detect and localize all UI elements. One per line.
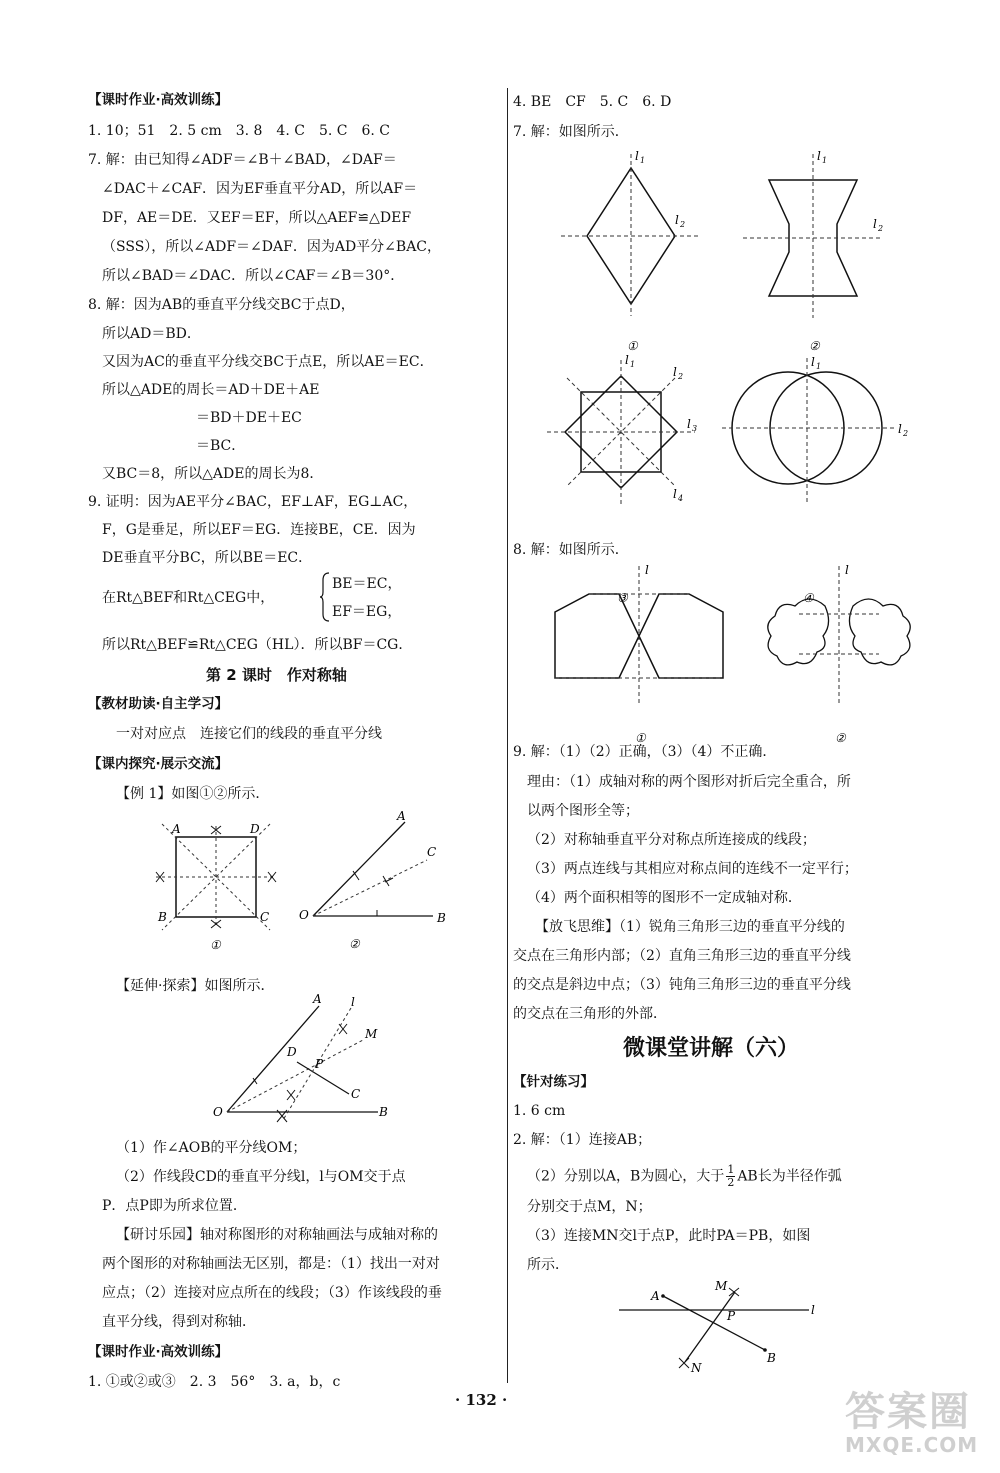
svg-text:④: ④ (803, 591, 814, 605)
svg-text:②: ② (835, 731, 846, 745)
svg-text:B: B (158, 910, 167, 924)
svg-text:l: l (817, 149, 821, 163)
text-line: 9. 证明：因为AE平分∠BAC，EF⊥AF，EG⊥AC， (88, 494, 418, 510)
text-line: （3）连接MN交l于点P，此时PA＝PB，如图 (527, 1228, 811, 1244)
svg-text:P: P (727, 1309, 736, 1323)
text-line: 直平分线，得到对称轴． (102, 1314, 256, 1330)
svg-text:2: 2 (680, 220, 686, 229)
fraction: $\frac{1}{2}$ (727, 1163, 735, 1189)
flower-pair-figure (759, 562, 919, 745)
extension-figure (213, 992, 393, 1123)
svg-text:B: B (437, 911, 446, 925)
text-line: DE垂直平分BC，所以BE＝EC． (102, 550, 313, 566)
svg-text:1: 1 (816, 362, 822, 371)
svg-text:D: D (250, 822, 260, 836)
column-divider (507, 88, 508, 1383)
text-line: 【延伸·探索】如图所示． (116, 978, 275, 994)
text-line: 7. 解：由已知得∠ADF＝∠B＋∠BAD，∠DAF＝ (88, 152, 397, 168)
text-line: ＝BC． (196, 438, 246, 454)
section-heading: 【课时作业·高效训练】 (88, 92, 229, 108)
svg-text:2: 2 (903, 429, 909, 438)
text-line: 4. BE CF 5. C 6. D (513, 94, 672, 110)
text-line: 交点在三角形内部；（2）直角三角形三边的垂直平分线 (513, 948, 851, 964)
text-line: 9. 解：（1）（2）正确，（3）（4）不正确． (513, 744, 777, 760)
svg-text:1: 1 (822, 156, 828, 165)
text-line: P．点P即为所求位置． (102, 1198, 247, 1214)
svg-text:N: N (691, 1361, 702, 1375)
text-line: 【研讨乐园】轴对称图形的对称轴画法与成轴对称的 (116, 1227, 438, 1243)
text-line: 在Rt△BEF和Rt△CEG中， (102, 590, 275, 606)
svg-text:O: O (213, 1105, 223, 1119)
text-line: （2）分别以A，B为圆心，大于 $\frac{1}{2}$ AB长为半径作弧 (527, 1163, 842, 1189)
text-line: 所示． (527, 1257, 569, 1273)
svg-text:D: D (287, 1045, 297, 1059)
svg-text:②: ② (349, 937, 360, 951)
text-line: 1. 10；51 2. 5 cm 3. 8 4. C 5. C 6. C (88, 123, 390, 139)
chapter-title: 微课堂讲解（六） (623, 1036, 800, 1061)
svg-text:①: ① (635, 731, 646, 745)
svg-text:l: l (675, 213, 679, 227)
svg-text:P: P (315, 1057, 324, 1071)
rhombus-figure (551, 148, 711, 353)
svg-text:O: O (299, 908, 309, 922)
svg-text:l: l (673, 487, 677, 501)
svg-text:2: 2 (678, 372, 684, 381)
svg-text:l: l (645, 563, 649, 577)
text-line: 8. 解：因为AB的垂直平分线交BC于点D， (88, 297, 355, 313)
text-line: 又因为AC的垂直平分线交BC于点E，所以AE＝EC． (102, 354, 434, 370)
svg-text:l: l (873, 217, 877, 231)
page-number: · 132 · (455, 1391, 508, 1409)
lesson-title: 第 2 课时 作对称轴 (206, 666, 347, 684)
svg-text:①: ① (210, 938, 221, 952)
text-line: 1. ①或②或③ 2. 3 56° 3. a，b，c (88, 1374, 341, 1390)
text-line: 两个图形的对称轴画法无区别，都是：（1）找出一对对 (102, 1256, 440, 1272)
svg-text:l: l (673, 365, 677, 379)
text-line: （4）两个面积相等的图形不一定成轴对称． (527, 890, 802, 906)
text-line: 7. 解：如图所示． (513, 124, 629, 140)
svg-text:C: C (427, 845, 437, 859)
text-line: （3）两点连线与其相应对称点间的连线不一定平行； (527, 861, 858, 877)
text-line: EF＝EG， (332, 604, 402, 620)
svg-text:l: l (687, 417, 691, 431)
text-line: （2）作线段CD的垂直平分线l，l与OM交于点 (116, 1169, 406, 1185)
text-line: 一对对应点 连接它们的线段的垂直平分线 (116, 726, 382, 742)
section-heading: 【课内探究·展示交流】 (88, 756, 229, 772)
text-line: 又BC＝8，所以△ADE的周长为8． (102, 466, 324, 482)
text-line: 8. 解：如图所示． (513, 542, 629, 558)
section-heading: 【针对练习】 (513, 1074, 594, 1090)
svg-text:M: M (365, 1027, 378, 1041)
text-line: 理由：（1）成轴对称的两个图形对折后完全重合，所 (527, 774, 851, 790)
text-line: ＝BD＋DE＋EC (196, 410, 302, 426)
svg-text:C: C (260, 910, 270, 924)
svg-text:B: B (767, 1351, 776, 1365)
text-line: 的交点在三角形的外部． (513, 1006, 667, 1022)
text-line: 以两个图形全等； (527, 803, 639, 819)
text-line: 【放飞思维】（1）锐角三角形三边的垂直平分线的 (535, 919, 845, 935)
text-line: 的交点是斜边中点；（3）钝角三角形三边的垂直平分线 (513, 977, 851, 993)
svg-text:M: M (715, 1279, 728, 1293)
svg-text:①: ① (627, 339, 638, 353)
text-line: ∠DAC＋∠CAF．因为EF垂直平分AD，所以AF＝ (102, 181, 418, 197)
text-line: BE＝EC， (332, 576, 402, 592)
svg-text:l: l (845, 563, 849, 577)
svg-text:l: l (625, 353, 629, 367)
text-line: 1. 6 cm (513, 1103, 566, 1119)
svg-text:3: 3 (692, 424, 698, 433)
svg-text:1: 1 (630, 360, 636, 369)
svg-text:C: C (351, 1087, 361, 1101)
text-line: （SSS），所以∠ADF＝∠DAF．因为AD平分∠BAC， (102, 239, 442, 255)
text-line: 分别交于点M，N； (527, 1199, 652, 1215)
bowtie-figure (723, 148, 903, 353)
text-line: 所以△ADE的周长＝AD＋DE＋AE (102, 382, 320, 398)
svg-text:2: 2 (878, 224, 884, 233)
svg-text:A: A (397, 809, 406, 823)
text-line: DF，AE＝DE．又EF＝EF，所以△AEF≌△DEF (102, 210, 412, 226)
text-line: 应点；（2）连接对应点所在的线段；（3）作该线段的垂 (102, 1285, 442, 1301)
svg-text:②: ② (809, 339, 820, 353)
svg-text:4: 4 (678, 494, 684, 503)
section-heading: 【课时作业·高效训练】 (88, 1344, 229, 1360)
text-line: （2）对称轴垂直平分对称点所连接成的线段； (527, 832, 816, 848)
text-line: 【例 1】如图①②所示． (116, 786, 270, 802)
section-heading: 【教材助读·自主学习】 (88, 696, 229, 712)
svg-text:l: l (811, 1303, 815, 1317)
text-line: 所以Rt△BEF≌Rt△CEG（HL）．所以BF＝CG． (102, 637, 413, 653)
svg-text:B: B (379, 1105, 388, 1119)
svg-text:A: A (651, 1289, 660, 1303)
svg-text:l: l (635, 149, 639, 163)
text-line: 所以AD＝BD． (102, 326, 201, 342)
brace-icon (320, 572, 330, 622)
text-line: （1）作∠AOB的平分线OM； (116, 1140, 307, 1156)
two-circles-figure (728, 355, 909, 605)
text-line: 所以∠BAD＝∠DAC．所以∠CAF＝∠B＝30°． (102, 268, 405, 284)
text-line: F，G是垂足，所以EF＝EG．连接BE，CE．因为 (102, 522, 416, 538)
pentagon-pair-figure (549, 562, 739, 745)
svg-text:③: ③ (617, 591, 628, 605)
svg-text:1: 1 (640, 156, 646, 165)
angle-bisector-figure (293, 809, 453, 951)
text-line: 2. 解：（1）连接AB； (513, 1132, 652, 1148)
svg-text:A: A (172, 822, 181, 836)
svg-text:l: l (898, 422, 902, 436)
svg-text:A: A (313, 992, 322, 1006)
svg-text:l: l (351, 995, 355, 1009)
svg-text:l: l (811, 355, 815, 369)
square-axes-figure (148, 820, 278, 952)
perpendicular-bisector-figure (613, 1279, 823, 1394)
watermark: 答案圈 MXQE.COM (845, 1389, 979, 1457)
